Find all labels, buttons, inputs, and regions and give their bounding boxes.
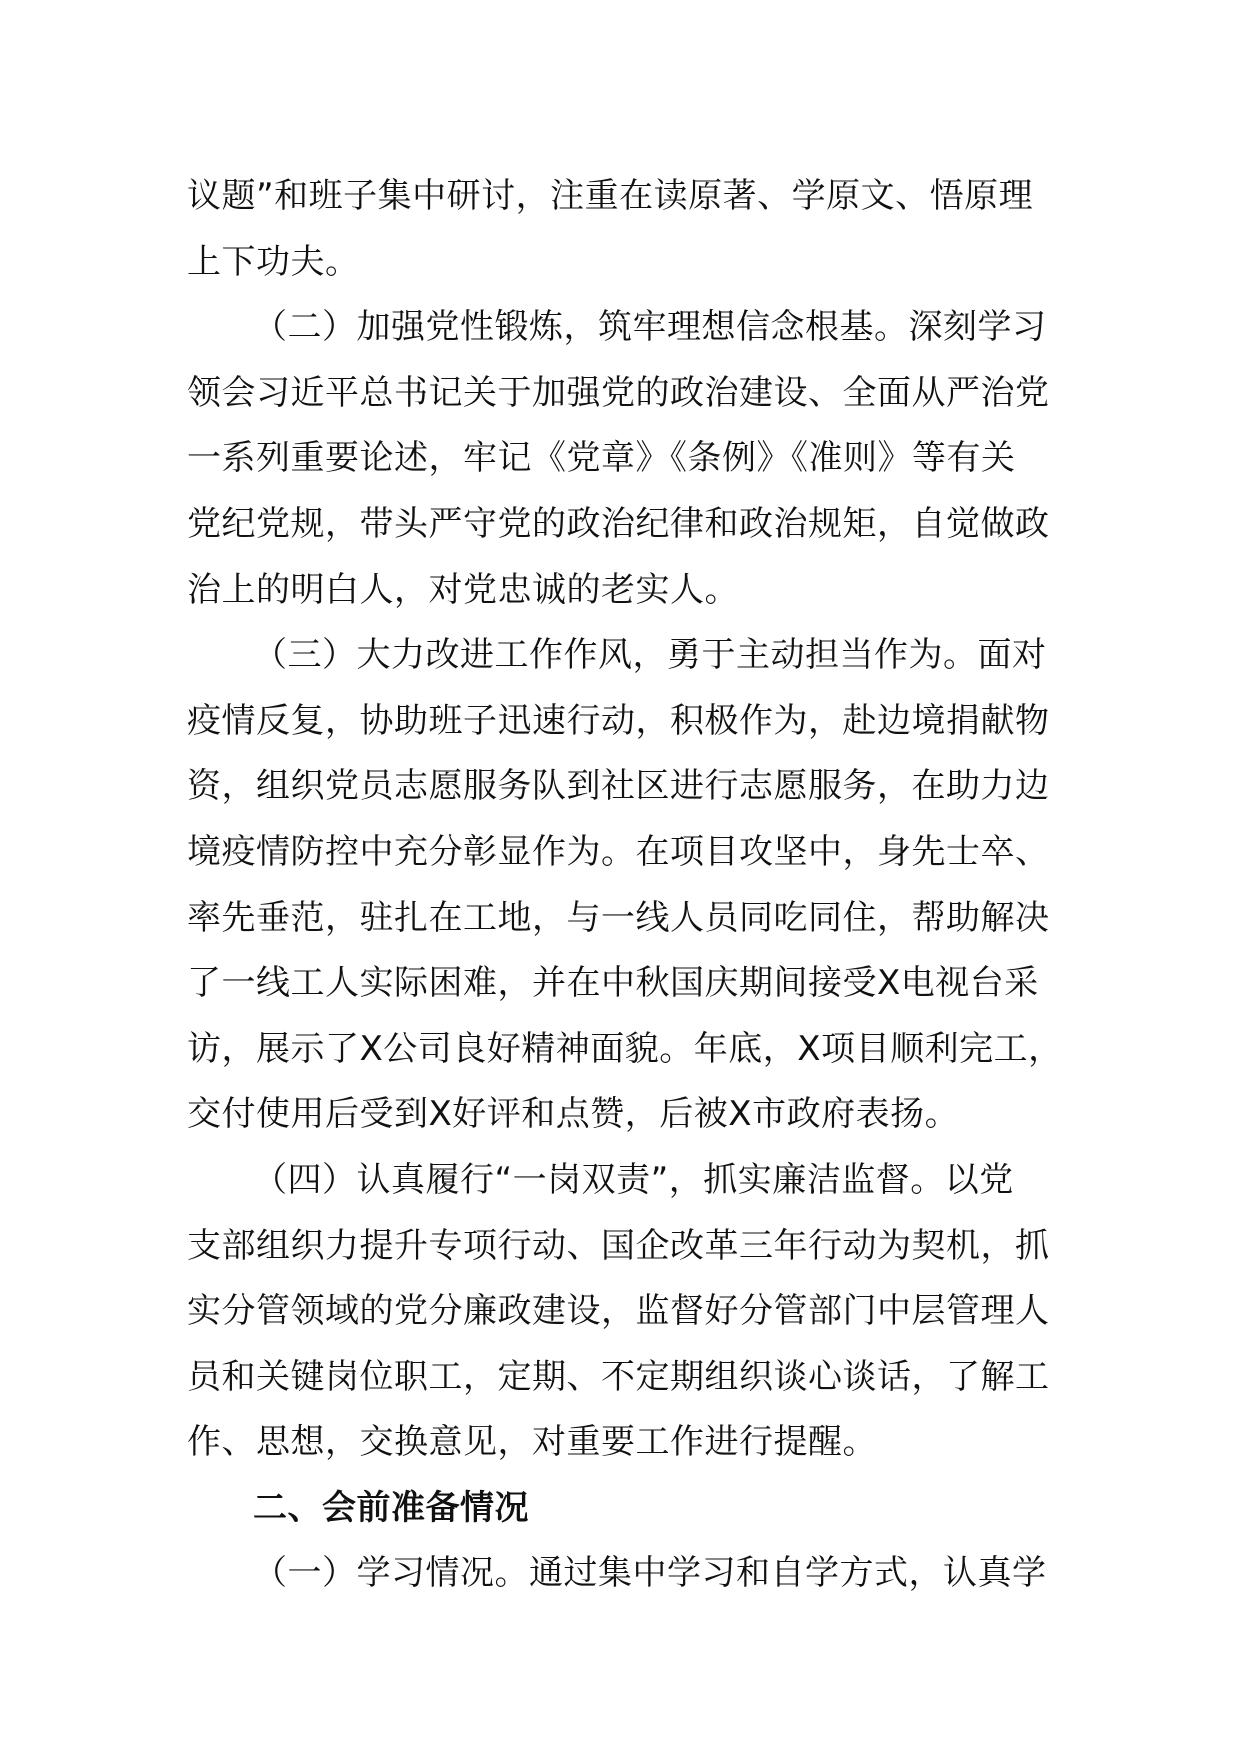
body-line: 境疫情防控中充分彰显作为。在项目攻坚中，身先士卒、 bbox=[187, 831, 1050, 872]
section-heading: 二、会前准备情况 bbox=[253, 1487, 529, 1528]
paragraph-start-line: （三）大力改进工作作风，勇于主动担当作为。面对 bbox=[253, 635, 1047, 676]
body-line: 资，组织党员志愿服务队到社区进行志愿服务，在助力边 bbox=[187, 766, 1050, 807]
body-line: 一系列重要论述，牢记《党章》《条例》《准则》等有关 bbox=[187, 438, 1016, 479]
paragraph-start-line: （一）学习情况。通过集中学习和自学方式，认真学 bbox=[253, 1553, 1047, 1594]
body-line: 作、思想，交换意见，对重要工作进行提醒。 bbox=[187, 1422, 877, 1463]
body-line: 党纪党规，带头严守党的政治纪律和政治规矩，自觉做政 bbox=[187, 503, 1050, 544]
body-line: 交付使用后受到X好评和点赞，后被X市政府表扬。 bbox=[187, 1094, 960, 1135]
body-line: 员和关键岗位职工，定期、不定期组织谈心谈话，了解工 bbox=[187, 1356, 1050, 1397]
body-line: 率先垂范，驻扎在工地，与一线人员同吃同住，帮助解决 bbox=[187, 897, 1050, 938]
body-line: 访，展示了X公司良好精神面貌。年底，X项目顺利完工， bbox=[187, 1028, 1063, 1069]
body-line: 议题”和班子集中研讨，注重在读原著、学原文、悟原理 bbox=[187, 176, 1034, 216]
body-line: 了一线工人实际困难，并在中秋国庆期间接受X电视台采 bbox=[187, 963, 1039, 1004]
body-line: 治上的明白人，对党忠诚的老实人。 bbox=[187, 569, 739, 610]
paragraph-start-line: （二）加强党性锻炼，筑牢理想信念根基。深刻学习 bbox=[253, 307, 1047, 348]
body-line: 疫情反复，协助班子迅速行动，积极作为，赴边境捐献物 bbox=[187, 700, 1050, 741]
body-line: 实分管领域的党分廉政建设，监督好分管部门中层管理人 bbox=[187, 1291, 1050, 1332]
body-line: 上下功夫。 bbox=[187, 241, 360, 282]
body-line: 领会习近平总书记关于加强党的政治建设、全面从严治党 bbox=[187, 372, 1050, 413]
body-line: 支部组织力提升专项行动、国企改革三年行动为契机，抓 bbox=[187, 1225, 1050, 1266]
document-body bbox=[187, 164, 1087, 1607]
paragraph-start-line: （四）认真履行“一岗双责”，抓实廉洁监督。以党 bbox=[253, 1159, 1014, 1200]
